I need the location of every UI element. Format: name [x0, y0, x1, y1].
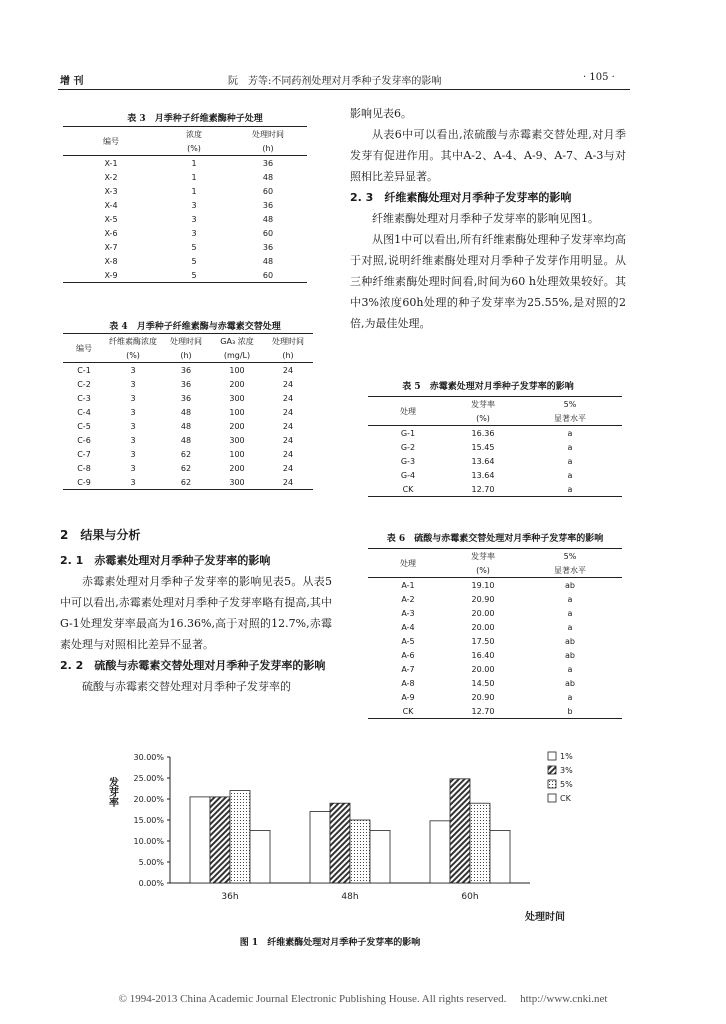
- table6-cell: 16.40: [471, 650, 495, 660]
- table4-cell: 36: [180, 393, 192, 403]
- table3-cell: 3: [191, 214, 197, 224]
- table5-cell: 15.45: [471, 442, 495, 452]
- table3-row: [63, 212, 307, 226]
- table4-header: GA₃ 浓度: [220, 336, 254, 346]
- table5-cell: a: [567, 428, 573, 438]
- page-number: · 105 ·: [583, 72, 615, 83]
- table4-cell: 24: [282, 379, 294, 389]
- table3-row: [63, 170, 307, 184]
- table6: [368, 548, 622, 719]
- table3-cell: 48: [262, 172, 274, 182]
- table6-cell: 20.00: [471, 664, 495, 674]
- table4-cell: 62: [180, 449, 192, 459]
- table4-cell: 24: [282, 477, 294, 487]
- table3-cell: 36: [262, 200, 274, 210]
- table5-cell: 12.70: [471, 484, 495, 494]
- table3-cell: 5: [191, 256, 197, 266]
- table4-cell: 300: [229, 393, 245, 403]
- table4-cell: 36: [180, 379, 192, 389]
- table6-cell: ab: [565, 636, 575, 646]
- bar-1%-48h: [310, 812, 330, 883]
- table3-cell: X-2: [104, 172, 118, 182]
- table3-cell: 1: [191, 186, 197, 196]
- legend-swatch-1%: [548, 752, 556, 760]
- table6-header: 发芽率: [471, 551, 495, 561]
- x-tick-label: 36h: [221, 892, 239, 902]
- table6-cell: A-4: [401, 622, 415, 632]
- table3-caption: 表 3 月季种子纤维素酶种子处理: [127, 114, 263, 124]
- table4-cell: 36: [180, 365, 192, 375]
- bar-3%-36h: [210, 797, 230, 883]
- table6-row: [368, 704, 622, 719]
- table4-cell: 62: [180, 477, 192, 487]
- y-tick-label: 20.00%: [133, 795, 164, 804]
- journal-section-label: 增 刊: [60, 76, 84, 87]
- table4-cell: 62: [180, 463, 192, 473]
- table5: [368, 396, 622, 497]
- table3-cell: 48: [262, 256, 274, 266]
- table4-body: [63, 363, 313, 490]
- bar-1%-36h: [190, 797, 210, 883]
- legend-swatch-3%: [548, 766, 556, 774]
- table3-header: 处理时间: [252, 129, 284, 139]
- table6-cell: 17.50: [471, 636, 495, 646]
- table4-header: 编号: [63, 334, 105, 363]
- table3-cell: X-7: [104, 242, 118, 252]
- y-tick-label: 0.00%: [138, 879, 164, 888]
- table6-row: [368, 606, 622, 620]
- table5-header: 5%: [563, 399, 577, 409]
- table4-cell: 200: [229, 463, 245, 473]
- table6-cell: A-7: [401, 664, 415, 674]
- table5-row: [368, 426, 622, 441]
- table4-cell: 48: [180, 407, 192, 417]
- table5-cell: G-1: [400, 428, 416, 438]
- table3-row: [63, 226, 307, 240]
- table4-caption: 表 4 月季种子纤维素酶与赤霉素交替处理: [109, 322, 281, 332]
- table3-header: 浓度: [186, 129, 202, 139]
- y-tick-label: 15.00%: [133, 816, 164, 825]
- table6-cell: ab: [565, 580, 575, 590]
- table4-cell: 48: [180, 421, 192, 431]
- bar-5%-36h: [230, 791, 250, 883]
- running-title: 阮 芳等:不同药剂处理对月季种子发芽率的影响: [228, 76, 442, 87]
- table4-cell: 3: [130, 407, 136, 417]
- table3-cell: 60: [262, 228, 274, 238]
- table5-cell: 13.64: [471, 470, 495, 480]
- y-tick-label: 5.00%: [138, 858, 164, 867]
- table4-cell: C-4: [77, 407, 91, 417]
- table6-cell: A-6: [401, 650, 415, 660]
- table3-cell: X-5: [104, 214, 118, 224]
- copyright-footer: © 1994-2013 China Academic Journal Electronic Publishing House. All rights reserved. http://www.cnki.net: [118, 993, 608, 1005]
- table4-header: 处理时间: [272, 336, 304, 346]
- table4-row: [63, 377, 313, 391]
- table6-row: [368, 690, 622, 704]
- table6-row: [368, 634, 622, 648]
- table6-cell: 19.10: [471, 580, 495, 590]
- table4-cell: 3: [130, 379, 136, 389]
- bar-CK-60h: [490, 831, 510, 884]
- table5-row: [368, 468, 622, 482]
- table5-cell: 16.36: [471, 428, 495, 438]
- table3-cell: 60: [262, 186, 274, 196]
- legend-label: CK: [560, 794, 571, 803]
- table6-cell: 14.50: [471, 678, 495, 688]
- table4-header: 纤维素酶浓度: [109, 336, 157, 346]
- table4-row: [63, 433, 313, 447]
- table4-cell: 24: [282, 421, 294, 431]
- table6-cell: a: [567, 622, 573, 632]
- table5-row: [368, 454, 622, 468]
- table6-cell: b: [567, 706, 573, 716]
- table4-header: (%): [126, 350, 140, 360]
- subsection-heading: 2. 1 赤霉素处理对月季种子发芽率的影响: [60, 554, 271, 567]
- table5-cell: a: [567, 484, 573, 494]
- table3-body: [63, 156, 307, 283]
- table3-row: [63, 240, 307, 254]
- table4-cell: 3: [130, 421, 136, 431]
- table4-cell: 200: [229, 421, 245, 431]
- table6-header: 处理: [368, 549, 448, 578]
- table5-cell: 13.64: [471, 456, 495, 466]
- table3-cell: 1: [191, 158, 197, 168]
- table6-cell: a: [567, 594, 573, 604]
- table3: [63, 126, 307, 283]
- table4-cell: 24: [282, 393, 294, 403]
- table3-header: 编号: [63, 127, 159, 156]
- table4-cell: 48: [180, 435, 192, 445]
- table3-cell: 5: [191, 242, 197, 252]
- table5-cell: G-2: [400, 442, 416, 452]
- table6-cell: 20.00: [471, 622, 495, 632]
- header-rule: [58, 89, 630, 90]
- bar-CK-36h: [250, 831, 270, 884]
- table4-cell: C-6: [77, 435, 91, 445]
- table4-header: (h): [282, 350, 294, 360]
- table5-cell: G-3: [400, 456, 416, 466]
- y-tick-label: 30.00%: [133, 753, 164, 762]
- table3-cell: X-4: [104, 200, 118, 210]
- subsection-heading: 2. 2 硫酸与赤霉素交替处理对月季种子发芽率的影响: [60, 659, 326, 672]
- table4-cell: C-3: [77, 393, 91, 403]
- table6-cell: A-1: [401, 580, 415, 590]
- table4-header: 处理时间: [170, 336, 202, 346]
- x-tick-label: 60h: [461, 892, 479, 902]
- table4-cell: 100: [229, 365, 245, 375]
- table6-cell: 12.70: [471, 706, 495, 716]
- table3-header: (h): [262, 143, 274, 153]
- table3-row: [63, 268, 307, 283]
- right-column-text: [350, 103, 626, 334]
- bar-1%-60h: [430, 821, 450, 883]
- subsection-heading: 2. 3 纤维素酶处理对月季种子发芽率的影响: [350, 191, 572, 204]
- table4-cell: 3: [130, 435, 136, 445]
- table6-cell: A-5: [401, 636, 415, 646]
- table4-cell: 3: [130, 477, 136, 487]
- x-axis-label: 处理时间: [525, 912, 565, 923]
- table6-row: [368, 578, 622, 593]
- bar-5%-60h: [470, 803, 490, 883]
- table4-cell: C-9: [77, 477, 91, 487]
- table4-cell: 3: [130, 463, 136, 473]
- figure1-bar-chart: [90, 745, 610, 925]
- table3-cell: X-1: [104, 158, 118, 168]
- table6-row: [368, 592, 622, 606]
- table6-header: 5%: [563, 551, 577, 561]
- bar-3%-48h: [330, 803, 350, 883]
- table4-row: [63, 363, 313, 378]
- paragraph: 纤维素酶处理对月季种子发芽率的影响见图1。: [372, 212, 599, 225]
- paragraph: 赤霉素处理对月季种子发芽率的影响见表5。从表5中可以看出,赤霉素处理对月季种子发芽率略有提高,其中G-1处理发芽率最高为16.36%,高于对照的12.7%,赤霉素处理与对照相比差异不显著。: [60, 575, 332, 651]
- table4-cell: 3: [130, 365, 136, 375]
- y-axis-label: 发芽率: [106, 777, 118, 807]
- figure1-caption: 图 1 纤维素酶处理对月季种子发芽率的影响: [239, 938, 421, 948]
- legend-swatch-5%: [548, 780, 556, 788]
- table4-cell: C-8: [77, 463, 91, 473]
- y-tick-label: 10.00%: [133, 837, 164, 846]
- bar-CK-48h: [370, 831, 390, 884]
- table4-cell: 24: [282, 463, 294, 473]
- table4-row: [63, 419, 313, 433]
- table5-header: 处理: [368, 397, 448, 426]
- table4-cell: 3: [130, 393, 136, 403]
- table3-cell: X-6: [104, 228, 118, 238]
- table6-row: [368, 648, 622, 662]
- legend-label: 3%: [560, 766, 573, 775]
- table4-cell: 100: [229, 449, 245, 459]
- table6-cell: A-3: [401, 608, 415, 618]
- table5-header: 显著水平: [554, 413, 586, 423]
- table4: [63, 333, 313, 490]
- table6-cell: 20.90: [471, 594, 495, 604]
- table4-cell: 24: [282, 435, 294, 445]
- table3-cell: 36: [262, 242, 274, 252]
- paragraph: 从图1中可以看出,所有纤维素酶处理种子发芽率均高于对照,说明纤维素酶处理对月季种子发芽作用明显。从三种纤维素酶处理时间看,时间为60 h处理效果较好。其中3%浓度60h处理的种子发芽率为25.55%,是对照的2倍,为最佳处理。: [350, 233, 626, 330]
- table5-caption: 表 5 赤霉素处理对月季种子发芽率的影响: [402, 382, 574, 392]
- table4-cell: 24: [282, 407, 294, 417]
- legend-label: 5%: [560, 780, 573, 789]
- table4-header: (mg/L): [223, 350, 251, 360]
- table6-cell: ab: [565, 678, 575, 688]
- table3-row: [63, 254, 307, 268]
- table5-cell: G-4: [400, 470, 416, 480]
- table6-row: [368, 620, 622, 634]
- table4-row: [63, 461, 313, 475]
- table6-row: [368, 662, 622, 676]
- table6-cell: a: [567, 608, 573, 618]
- table3-row: [63, 198, 307, 212]
- table3-row: [63, 156, 307, 171]
- table4-cell: 100: [229, 407, 245, 417]
- section-heading: 2 结果与分析: [60, 528, 141, 542]
- bar-3%-60h: [450, 779, 470, 883]
- table3-cell: 1: [191, 172, 197, 182]
- table6-cell: A-9: [401, 692, 415, 702]
- table6-row: [368, 676, 622, 690]
- x-tick-label: 48h: [341, 892, 359, 902]
- table3-cell: X-3: [104, 186, 118, 196]
- table4-cell: 300: [229, 477, 245, 487]
- table3-cell: 60: [262, 270, 274, 280]
- table5-header: 发芽率: [471, 399, 495, 409]
- table3-cell: 3: [191, 200, 197, 210]
- table4-cell: 24: [282, 449, 294, 459]
- table5-row: [368, 482, 622, 497]
- table5-cell: a: [567, 470, 573, 480]
- paragraph: 影响见表6。: [350, 107, 412, 120]
- legend-swatch-CK: [548, 794, 556, 802]
- table5-cell: a: [567, 442, 573, 452]
- table4-row: [63, 475, 313, 490]
- table6-body: [368, 578, 622, 719]
- table3-header: (%): [187, 143, 201, 153]
- table5-cell: a: [567, 456, 573, 466]
- paragraph: 从表6中可以看出,浓硫酸与赤霉素交替处理,对月季发芽有促进作用。其中A-2、A-4、A-9、A-7、A-3与对照相比差异显著。: [350, 128, 626, 183]
- table5-body: [368, 426, 622, 497]
- paragraph: 硫酸与赤霉素交替处理对月季种子发芽率的: [82, 680, 291, 693]
- table6-caption: 表 6 硫酸与赤霉素交替处理对月季种子发芽率的影响: [386, 534, 604, 544]
- table4-header: (h): [180, 350, 192, 360]
- y-tick-label: 25.00%: [133, 774, 164, 783]
- table4-row: [63, 405, 313, 419]
- table3-cell: X-8: [104, 256, 118, 266]
- bar-5%-48h: [350, 820, 370, 883]
- table3-cell: 3: [191, 228, 197, 238]
- table4-cell: C-5: [77, 421, 91, 431]
- table6-cell: A-2: [401, 594, 415, 604]
- table6-cell: A-8: [401, 678, 415, 688]
- table6-cell: 20.90: [471, 692, 495, 702]
- table6-cell: CK: [402, 706, 414, 716]
- table3-cell: 5: [191, 270, 197, 280]
- table4-cell: C-1: [77, 365, 91, 375]
- table6-cell: 20.00: [471, 608, 495, 618]
- table3-cell: 36: [262, 158, 274, 168]
- table4-cell: 24: [282, 365, 294, 375]
- table4-cell: 3: [130, 449, 136, 459]
- table4-cell: 200: [229, 379, 245, 389]
- table6-header: (%): [476, 565, 490, 575]
- table3-row: [63, 184, 307, 198]
- table5-cell: CK: [402, 484, 414, 494]
- table4-cell: C-2: [77, 379, 91, 389]
- table4-row: [63, 391, 313, 405]
- table5-row: [368, 440, 622, 454]
- table3-cell: X-9: [104, 270, 118, 280]
- left-column-text: [60, 525, 332, 697]
- table4-cell: 300: [229, 435, 245, 445]
- table6-cell: a: [567, 692, 573, 702]
- table6-header: 显著水平: [554, 565, 586, 575]
- table6-cell: a: [567, 664, 573, 674]
- table3-cell: 48: [262, 214, 274, 224]
- table4-row: [63, 447, 313, 461]
- legend-label: 1%: [560, 752, 573, 761]
- table6-cell: ab: [565, 650, 575, 660]
- table5-header: (%): [476, 413, 490, 423]
- table4-cell: C-7: [77, 449, 91, 459]
